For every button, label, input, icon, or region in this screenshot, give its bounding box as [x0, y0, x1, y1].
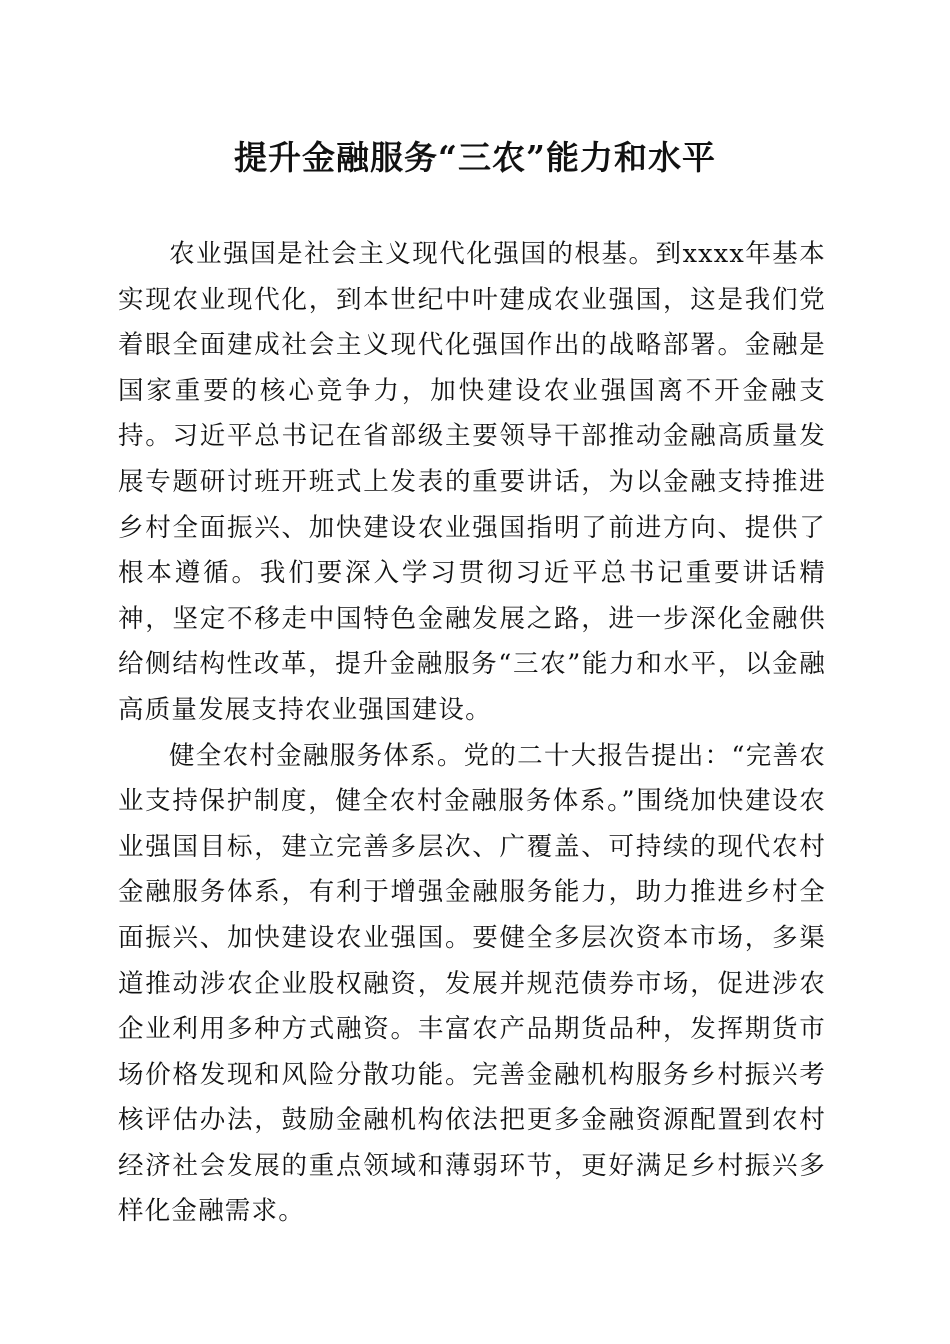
- document-title: 提升金融服务“三农”能力和水平: [234, 138, 716, 177]
- document-body: [118, 232, 826, 1235]
- paragraph-2: 健全农村金融服务体系。党的二十大报告提出：“完善农业支持保护制度，健全农村金融服务体系。”围绕加快建设农业强国目标，建立完善多层次、广覆盖、可持续的现代农村金融服务体系，有利于增强金融服务能力，助力推进乡村全面振兴、加快建设农业强国。要健全多层次资本市场，多渠道推动涉农企业股权融资，发展并规范债券市场，促进涉农企业利用多种方式融资。丰富农产品期货品种，发挥期货市场价格发现和风险分散功能。完善金融机构服务乡村振兴考核评估办法，鼓励金融机构依法把更多金融资源配置到农村经济社会发展的重点领域和薄弱环节，更好满足乡村振兴多样化金融需求。: [118, 740, 826, 1227]
- paragraph-1: 农业强国是社会主义现代化强国的根基。到xxxx年基本实现农业现代化，到本世纪中叶建成农业强国，这是我们党着眼全面建成社会主义现代化强国作出的战略部署。金融是国家重要的核心竞争力，加快建设农业强国离不开金融支持。习近平总书记在省部级主要领导干部推动金融高质量发展专题研讨班开班式上发表的重要讲话，为以金融支持推进乡村全面振兴、加快建设农业强国指明了前进方向、提供了根本遵循。我们要深入学习贯彻习近平总书记重要讲话精神，坚定不移走中国特色金融发展之路，进一步深化金融供给侧结构性改革，提升金融服务“三农”能力和水平，以金融高质量发展支持农业强国建设。: [118, 239, 826, 725]
